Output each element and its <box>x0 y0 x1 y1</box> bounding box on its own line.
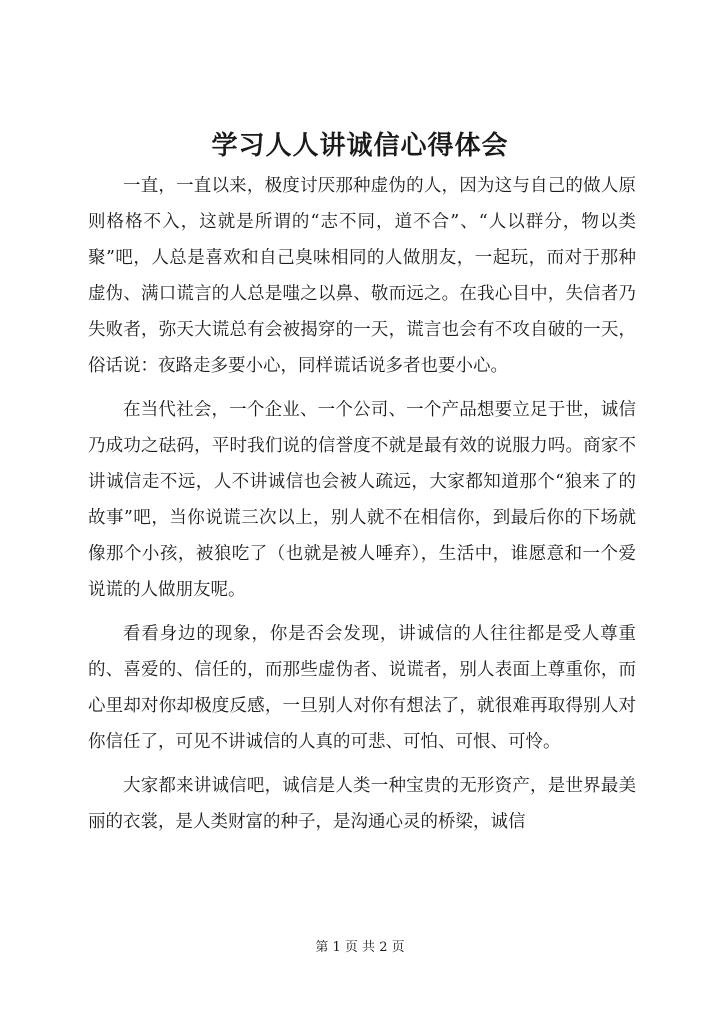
paragraph-2: 在当代社会，一个企业、一个公司、一个产品想要立足于世，诚信乃成功之砝码，平时我们说的信誉度不就是最有效的说服力吗。商家不讲诚信走不远，人不讲诚信也会被人疏远，大家都知道那个“狼来了的故事”吧，当你说谎三次以上，别人就不在相信你，到最后你的下场就像那个小孩，被狼吃了（也就是被人唾弃），生活中，谁愿意和一个爱说谎的人做朋友呢。 <box>88 400 636 600</box>
paragraph-1: 一直，一直以来，极度讨厌那种虚伪的人，因为这与自己的做人原则格格不入，这就是所谓的“志不同，道不合”、“人以群分，物以类聚”吧，人总是喜欢和自己臭味相同的人做朋友，一起玩，而对于那种虚伪、满口谎言的人总是嗤之以鼻、敬而远之。在我心目中，失信者乃失败者，弥天大谎总有会被揭穿的一天，谎言也会有不攻自破的一天，俗话说：夜路走多要小心，同样谎话说多者也要小心。 <box>88 176 636 376</box>
paragraph-4: 大家都来讲诚信吧，诚信是人类一种宝贵的无形资产，是世界最美丽的衣裳，是人类财富的种子，是沟通心灵的桥梁，诚信 <box>88 776 636 832</box>
paragraph-3: 看看身边的现象，你是否会发现，讲诚信的人往往都是受人尊重的、喜爱的、信任的，而那些虚伪者、说谎者，别人表面上尊重你，而心里却对你却极度反感，一旦别人对你有想法了，就很难再取得别人对你信任了，可见不讲诚信的人真的可悲、可怕、可恨、可怜。 <box>88 624 636 752</box>
page-footer: 第 1 页 共 2 页 <box>315 940 405 955</box>
document-body <box>88 168 636 848</box>
document-title: 学习人人讲诚信心得体会 <box>211 131 509 161</box>
